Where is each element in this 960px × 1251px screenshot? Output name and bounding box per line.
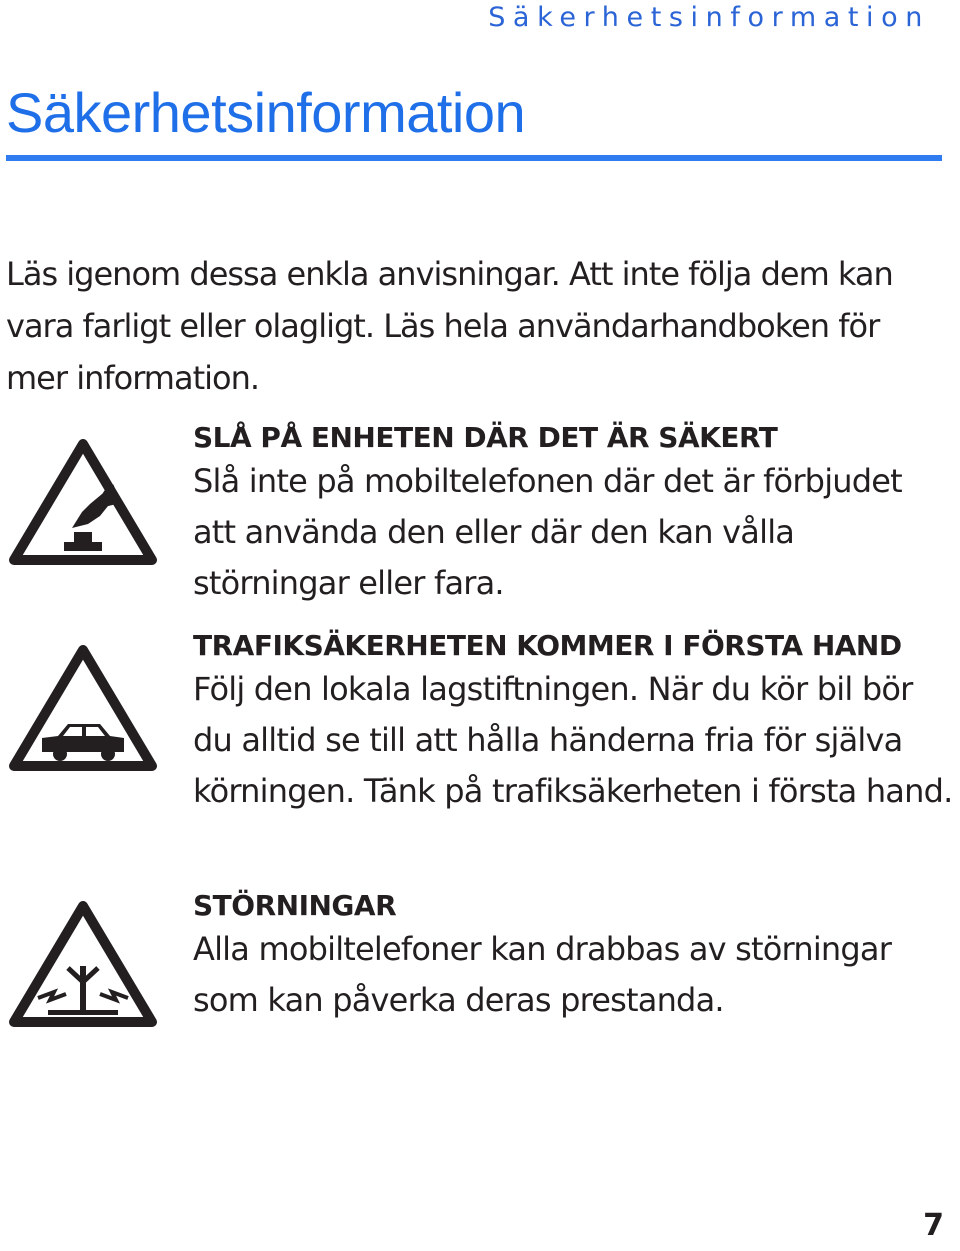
section-heading: STÖRNINGAR [193,889,397,922]
section-heading: TRAFIKSÄKERHETEN KOMMER I FÖRSTA HAND [193,629,902,662]
page-title: Säkerhetsinformation [6,81,526,144]
section-body: Alla mobiltelefoner kan drabbas av störningar som kan påverka deras prestanda. [193,930,892,1019]
intro-paragraph: Läs igenom dessa enkla anvisningar. Att inte följa dem kan vara farligt eller olagligt. Läs hela användarhandboken för mer information. [6,255,893,397]
section-body: Följ den lokala lagstiftningen. När du kör bil bör du alltid se till att hålla händerna fria för själva körningen. Tänk på trafiksäkerheten i första hand. [193,670,953,810]
section-text [193,888,953,1026]
section-text [193,628,953,817]
interference-warning-icon [8,898,158,1032]
section-text [193,420,953,609]
car-warning-icon [8,642,158,776]
hand-switch-warning-icon [8,436,158,570]
section-body: Slå inte på mobiltelefonen där det är förbjudet att använda den eller där den kan vålla störningar eller fara. [193,462,902,602]
page-number: 7 [923,1208,944,1243]
section-heading: SLÅ PÅ ENHETEN DÄR DET ÄR SÄKERT [193,421,778,454]
title-divider [6,155,942,161]
running-header: Säkerhetsinformation [488,2,930,33]
